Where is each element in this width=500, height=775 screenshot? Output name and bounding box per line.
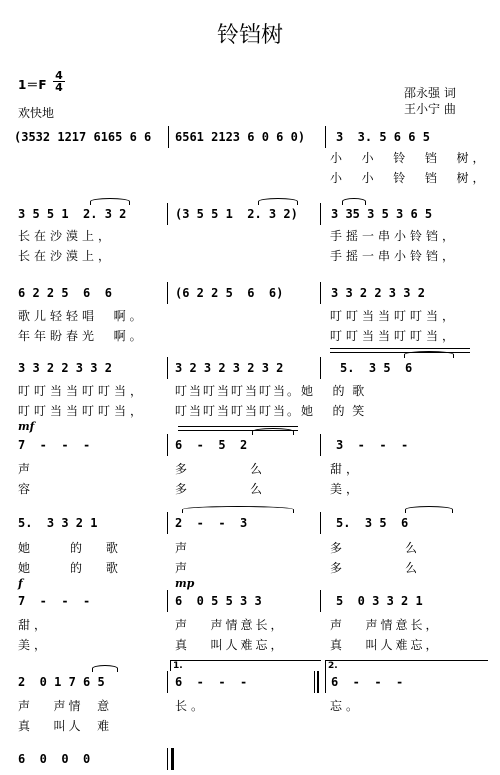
lyrics-verse-1: 声 xyxy=(175,541,192,555)
lyrics-verse-2: 容 xyxy=(18,482,35,496)
meter-bottom: 4 xyxy=(53,81,65,93)
composer-credit: 王小宁 曲 xyxy=(404,102,456,116)
lyrics-verse-1: 叮当叮当叮当叮当。她 的 歌 xyxy=(175,384,367,398)
measure-group: 6561 2123 6 0 6 0) xyxy=(175,130,306,144)
measure-group: 5. 3 5 6 xyxy=(336,516,409,530)
barline xyxy=(320,434,321,456)
barline xyxy=(320,203,321,225)
lyrics-verse-2: 多 xyxy=(330,561,347,575)
barline xyxy=(320,357,321,379)
score-system-5 xyxy=(0,434,500,456)
lyrics-verse-2: 美， xyxy=(330,482,363,496)
barline xyxy=(320,282,321,304)
measure-group: 2 0 1 7 6 5 xyxy=(18,675,105,689)
barline xyxy=(325,671,326,693)
lyrics-verse-2: 她 xyxy=(18,561,35,575)
measure-group: 7 - - - xyxy=(18,594,91,608)
repeat-barline xyxy=(317,671,319,693)
lyrics-verse-1: 声 声情 意 xyxy=(18,699,113,713)
measure-group: 6 0 5 5 3 3 xyxy=(175,594,262,608)
barline xyxy=(167,512,168,534)
measure-group: 3 3. 5 6 6 5 xyxy=(336,130,430,144)
lyrics-verse-1: 忘。 xyxy=(330,699,363,713)
score-system-9 xyxy=(0,748,500,770)
measure-group: (6 2 2 5 6 6) xyxy=(175,286,284,300)
score-system-6 xyxy=(0,512,500,534)
measure-group: 6 - - - xyxy=(331,675,404,689)
barline xyxy=(320,590,321,612)
lyrics-verse-2: 美， xyxy=(18,638,51,652)
tempo-marking: 欢快地 xyxy=(18,106,55,120)
measure-group: (3532 1217 6165 6 6 xyxy=(14,130,152,144)
measure-group: 3 35 3 5 3 6 5 xyxy=(331,207,433,221)
lyrics-verse-2: 真 叫人难忘， xyxy=(175,638,286,652)
slur xyxy=(90,198,130,205)
lyrics-verse-2: 叮叮当当叮叮当， xyxy=(18,404,147,418)
barline xyxy=(167,357,168,379)
barline xyxy=(167,590,168,612)
lyrics-verse-2: 真 叫人 难 xyxy=(18,719,113,733)
barline xyxy=(167,203,168,225)
barline xyxy=(167,282,168,304)
lyrics-verse-1: 手摇一串小铃铛， xyxy=(330,229,459,243)
barline xyxy=(325,126,326,148)
measure-group: 6 - - - xyxy=(175,675,248,689)
score-system-1 xyxy=(0,126,500,148)
second-ending-bracket: 2. xyxy=(325,660,488,671)
lyrics-verse-1: 叮叮当当叮叮当， xyxy=(18,384,147,398)
measure-group: 7 - - - xyxy=(18,438,91,452)
lyrics-verse-2: 年年盼春光 啊。 xyxy=(18,329,146,343)
lyrics-verse-2: 长在沙漠上， xyxy=(18,249,115,263)
measure-group: 3 - - - xyxy=(336,438,409,452)
dynamic-marking: mp xyxy=(175,577,195,590)
barline xyxy=(168,126,169,148)
dynamic-marking: f xyxy=(18,577,23,590)
lyrics-verse-1: 多 xyxy=(175,462,192,476)
lyrics-verse-2: 声 xyxy=(175,561,192,575)
measure-group: 6 2 2 5 6 6 xyxy=(18,286,112,300)
repeat-barline xyxy=(314,671,315,693)
lyrics-verse-1: 声 声情意长， xyxy=(330,618,441,632)
score-system-3 xyxy=(0,282,500,304)
dynamic-marking: mf xyxy=(18,420,35,433)
lyrics-verse-2: 叮当叮当叮当叮当。她 的 笑 xyxy=(175,404,367,418)
score-system-8 xyxy=(0,671,500,693)
lyricist-credit: 邵永强 词 xyxy=(404,86,456,100)
lyrics-verse-1: 么 xyxy=(250,462,267,476)
crescendo-line xyxy=(330,348,470,349)
measure-group: 3 2 3 2 3 2 3 2 xyxy=(175,361,284,375)
lyrics-verse-1: 的 歌 xyxy=(70,541,128,555)
slur xyxy=(342,198,366,205)
lyrics-verse-1: 小 小 铃 铛 树， xyxy=(330,151,489,165)
slur xyxy=(258,198,298,205)
final-barline-thick xyxy=(171,748,174,770)
lyrics-verse-1: 叮叮当当叮叮当， xyxy=(330,309,459,323)
slur xyxy=(405,506,453,513)
measure-group: 3 3 2 2 3 3 2 xyxy=(18,361,112,375)
slur xyxy=(404,351,454,358)
lyrics-verse-1: 多 xyxy=(330,541,347,555)
measure-group: (3 5 5 1 2. 3 2) xyxy=(175,207,298,221)
lyrics-verse-1: 她 xyxy=(18,541,35,555)
barline xyxy=(320,512,321,534)
lyrics-verse-2: 叮叮当当叮叮当， xyxy=(330,329,459,343)
song-title: 铃铛树 xyxy=(216,23,283,48)
lyrics-verse-1: 甜， xyxy=(330,462,363,476)
lyrics-verse-2: 的 歌 xyxy=(70,561,128,575)
lyrics-verse-2: 多 xyxy=(175,482,192,496)
barline xyxy=(167,434,168,456)
lyrics-verse-2: 真 叫人难忘， xyxy=(330,638,441,652)
slur xyxy=(92,665,118,672)
barline xyxy=(167,671,168,693)
crescendo-line xyxy=(178,426,298,427)
measure-group: 6 0 0 0 xyxy=(18,752,91,766)
time-signature xyxy=(53,70,65,93)
measure-group: 3 5 5 1 2. 3 2 xyxy=(18,207,127,221)
lyrics-verse-1: 甜， xyxy=(18,618,51,632)
key-signature: 1＝F xyxy=(18,78,47,92)
measure-group: 5 0 3 3 2 1 xyxy=(336,594,423,608)
lyrics-verse-1: 长。 xyxy=(175,699,208,713)
measure-group: 3 3 2 2 3 3 2 xyxy=(331,286,425,300)
slur xyxy=(182,506,294,513)
lyrics-verse-1: 长在沙漠上， xyxy=(18,229,115,243)
slur xyxy=(252,428,294,435)
lyrics-verse-2: 小 小 铃 铛 树， xyxy=(330,171,489,185)
measure-group: 6 - 5 2 xyxy=(175,438,248,452)
lyrics-verse-1: 歌儿轻轻唱 啊。 xyxy=(18,309,146,323)
final-barline-thin xyxy=(167,748,168,770)
lyrics-verse-1: 声 xyxy=(18,462,35,476)
measure-group: 5. 3 3 2 1 xyxy=(18,516,98,530)
lyrics-verse-2: 手摇一串小铃铛， xyxy=(330,249,459,263)
lyrics-verse-2: 么 xyxy=(250,482,267,496)
measure-group: 5. 3 5 6 xyxy=(340,361,413,375)
measure-group: 2 - - 3 xyxy=(175,516,248,530)
score-system-4 xyxy=(0,357,500,379)
first-ending-bracket: 1. xyxy=(170,660,321,671)
score-system-7 xyxy=(0,590,500,612)
lyrics-verse-1: 声 声情意长， xyxy=(175,618,286,632)
lyrics-verse-2: 么 xyxy=(405,561,422,575)
meter-top: 4 xyxy=(55,69,63,82)
score-system-2 xyxy=(0,203,500,225)
lyrics-verse-1: 么 xyxy=(405,541,422,555)
